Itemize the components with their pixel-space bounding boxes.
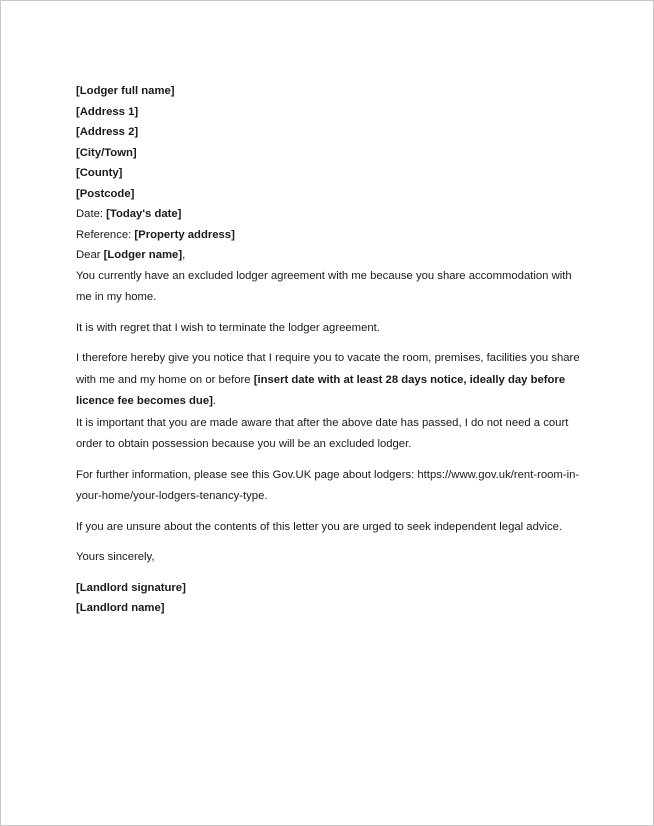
address-city: [City/Town] [76,146,137,159]
address-postcode: [Postcode] [76,187,135,200]
paragraph-regret: It is with regret that I wish to terminate the lodger agreement. [76,321,380,334]
spacer [76,456,586,465]
address-county: [County] [76,167,123,179]
reference-line [76,225,586,246]
date-line [76,204,586,225]
salutation-suffix: , [182,249,186,261]
salutation [76,245,586,266]
paragraph-notice [76,348,586,413]
notice-date-placeholder: [insert date with at least 28 days notice, ideally day before licence fee becomes due] [76,373,566,407]
reference-label: Reference: [76,228,135,241]
lodger-name: [Lodger full name] [76,85,175,97]
closing: Yours sincerely, [76,551,155,563]
paragraph-legal-advice: If you are unsure about the contents of this letter you are urged to seek independent legal advice. [76,520,563,533]
salutation-prefix: Dear [76,249,104,261]
spacer [76,508,586,517]
date-value: [Today's date] [106,208,182,220]
notice-text: I therefore hereby give you notice that I require you to vacate the room, premises, facilities you share with me and my home on or before [76,352,580,386]
address-line-1: [Address 1] [76,105,139,118]
paragraph-possession: It is important that you are made aware that after the above date has passed, I do not need a court order to obtain possession because you will be an excluded lodger. [76,416,569,450]
address-line-2: [Address 2] [76,126,139,138]
spacer [76,538,586,547]
salutation-name: [Lodger name] [103,249,183,261]
letter-body [76,81,586,619]
paragraph-further-info: For further information, please see this Gov.UK page about lodgers: https://www.gov.uk/rent-room-in-your-home/your-lodgers-tenancy-type. [76,468,580,502]
reference-value: [Property address] [134,228,235,241]
spacer [76,309,586,318]
landlord-signature: [Landlord signature] [76,581,186,594]
date-label: Date: [76,208,107,220]
notice-end: . [212,395,217,407]
landlord-name: [Landlord name] [76,602,165,614]
spacer [76,339,586,348]
spacer [76,569,586,578]
paragraph-agreement: You currently have an excluded lodger agreement with me because you share accommodation with me in my home. [76,269,572,303]
